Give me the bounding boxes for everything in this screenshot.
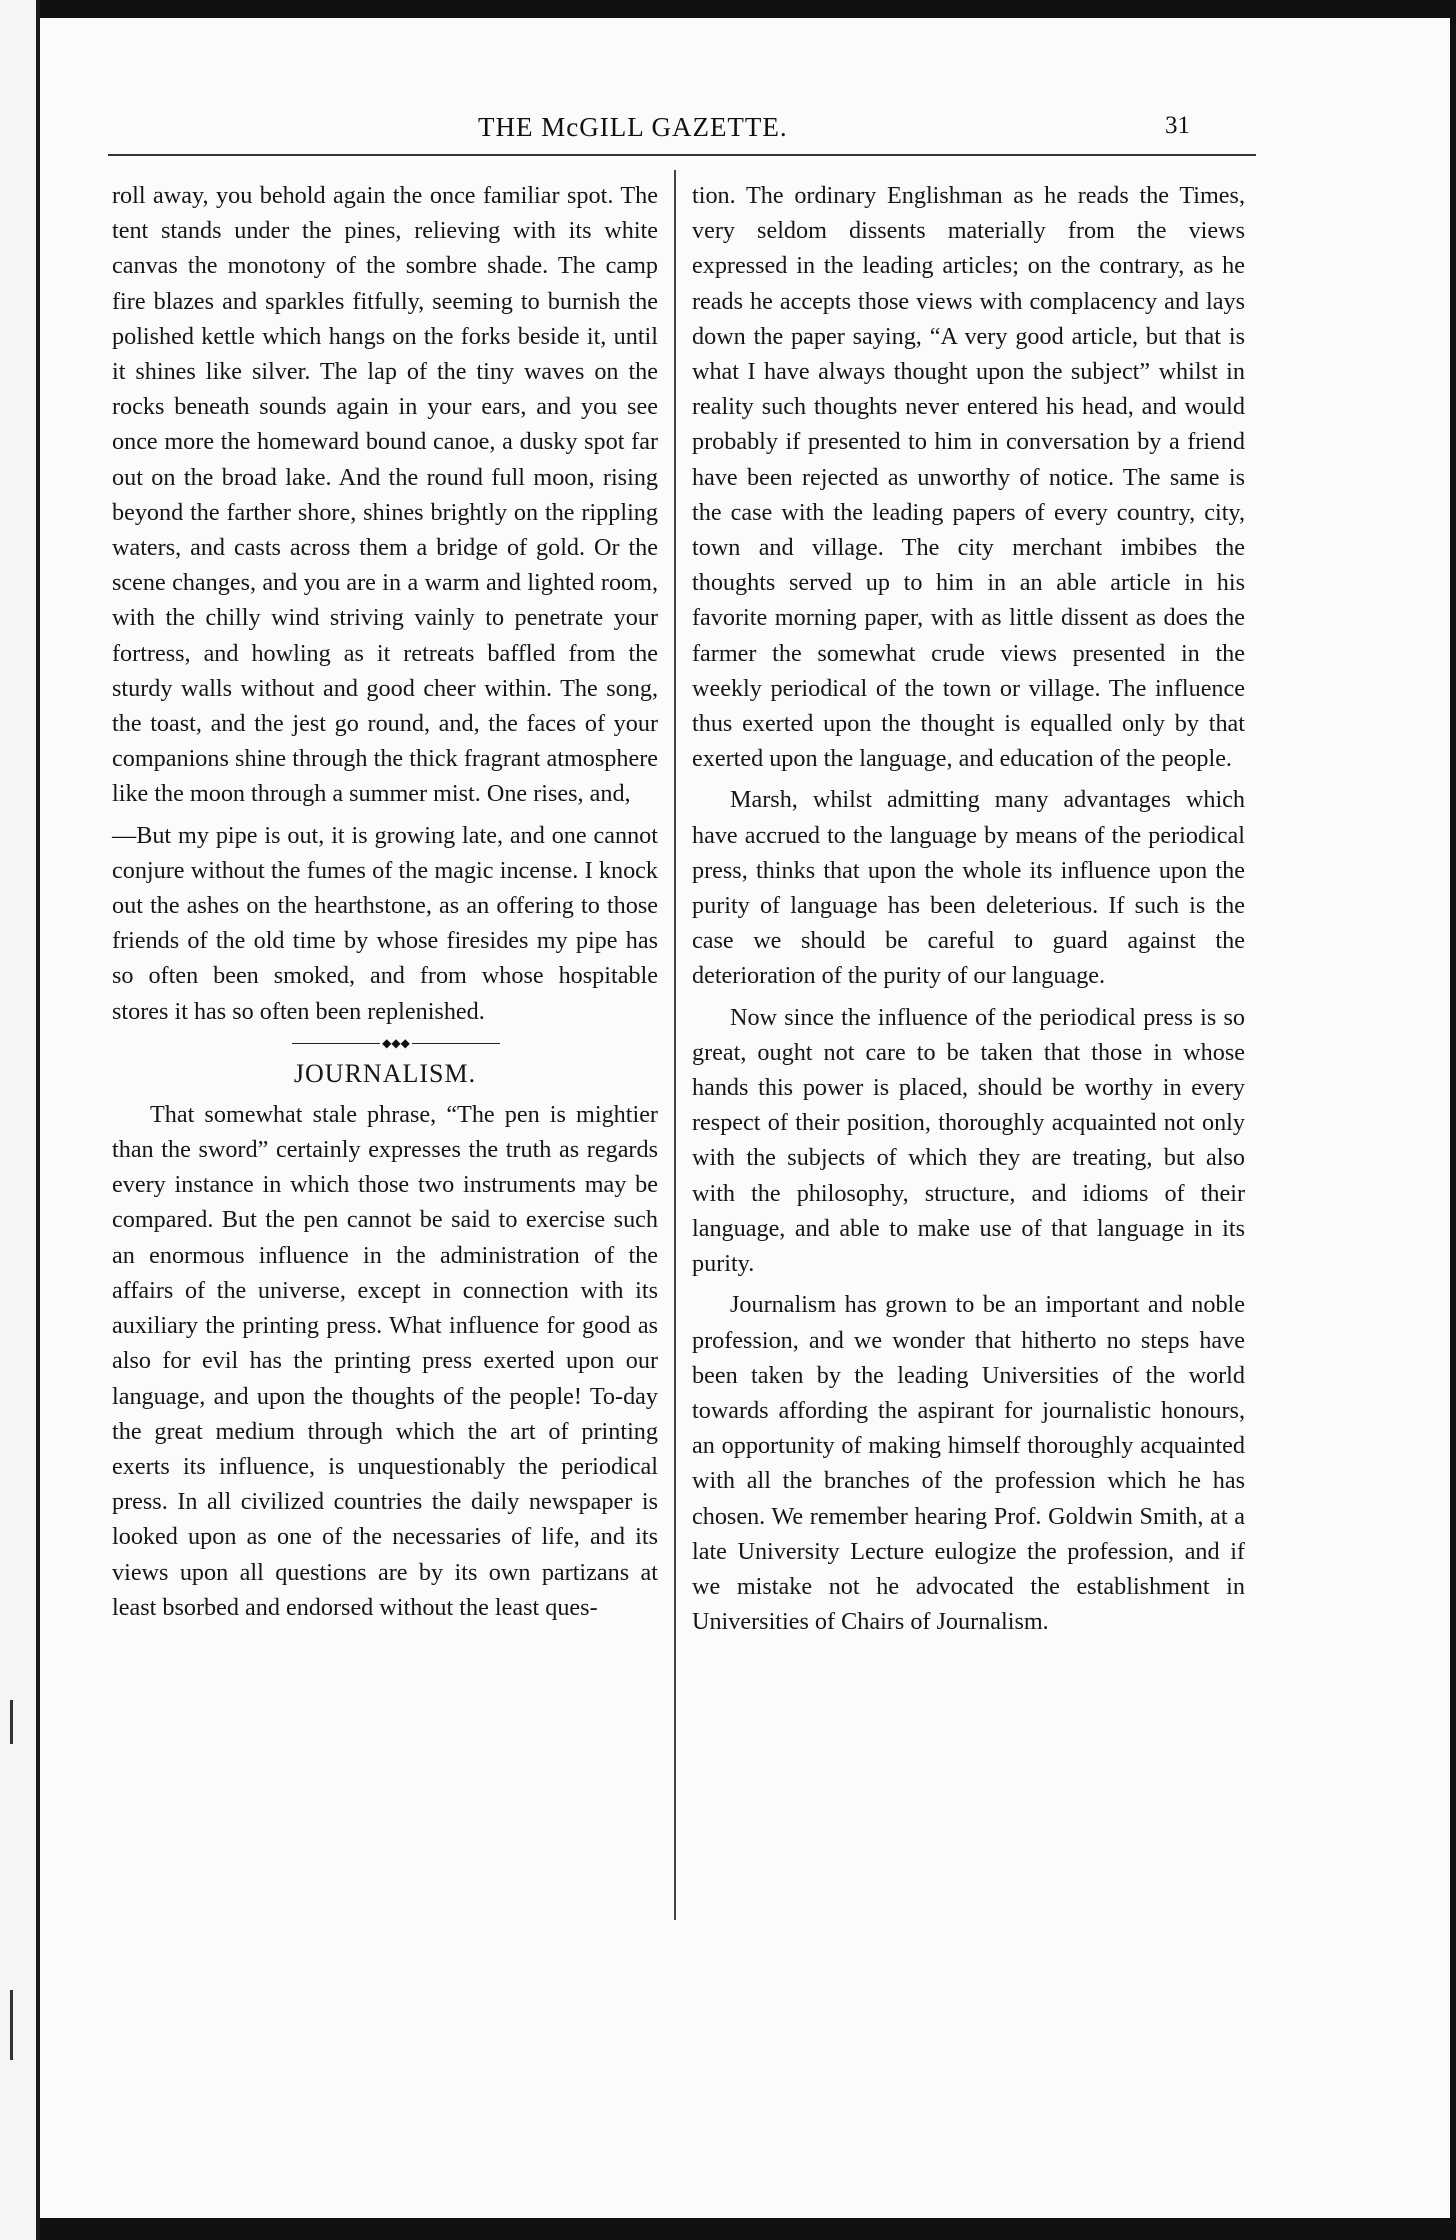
- ornament-rule: [412, 1043, 500, 1044]
- margin-mark: [10, 1990, 13, 2060]
- right-column: [692, 178, 1245, 1645]
- running-head: THE McGILL GAZETTE.: [478, 112, 788, 142]
- ornament-diamond-icon: ◆◆◆: [382, 1035, 410, 1050]
- paragraph: —But my pipe is out, it is growing late, and one cannot conjure without the fumes of the magic incense. I knock out the ashes on the hearthstone, as an offering to those friends of the old time by whose firesides my pipe has so often been smoked, and from whose hospitable stores it has so often been replenished.: [112, 821, 658, 1025]
- column-divider: [674, 170, 676, 1920]
- left-column: [112, 178, 658, 1631]
- section-ornament: [112, 1035, 658, 1051]
- paragraph: That somewhat stale phrase, “The pen is mightier than the sword” certainly expresses the truth as regards every instance in which those two instruments may be compared. But the pen cannot be said to exercise such an enormous influence in the administration of the affairs of the universe, except in connection with its auxiliary the printing press. What influence for good as also for evil has the printing press exerted upon our language, and upon the thoughts of the people! To-day the great medium through which the art of printing exerts its influence, is unquestionably the periodical press. In all civilized countries the daily newspaper is looked upon as one of the necessaries of life, and its views upon all questions are by its own partizans at least bsorbed and endorsed without the least ques-: [112, 1100, 658, 1621]
- section-title: JOURNALISM.: [293, 1058, 477, 1088]
- margin-mark: [10, 1700, 13, 1744]
- paragraph: roll away, you behold again the once familiar spot. The tent stands under the pines, relieving with its white canvas the monotony of the sombre shade. The camp fire blazes and sparkles fitfully, seeming to burnish the polished kettle which hangs on the forks beside it, until it shines like silver. The lap of the tiny waves on the rocks beneath sounds again in your ears, and you see once more the homeward bound canoe, a dusky spot far out on the broad lake. And the round full moon, rising beyond the farther shore, shines brightly on the rippling waters, and casts across them a bridge of gold. Or the scene changes, and you are in a warm and lighted room, with the chilly wind striving vainly to penetrate your fortress, and howling as it retreats baffled from the sturdy walls without and good cheer within. The song, the toast, and the jest go round, and, the faces of your companions shine through the thick fragrant atmosphere like the moon through a summer mist. One rises, and,: [112, 182, 658, 808]
- paragraph: Marsh, whilst admitting many advantages which have accrued to the language by means of the periodical press, thinks that upon the whole its influence upon the purity of language has been deleterious. If such is the case we should be careful to guard against the deterioration of the purity of our language.: [692, 786, 1245, 990]
- paragraph: Now since the influence of the periodical press is so great, ought not care to be taken that those in whose hands this power is placed, should be worthy in every respect of their position, thoroughly acquainted not only with the subjects of which they are treating, but also with the philosophy, structure, and idioms of their language, and able to make use of that language in its purity.: [692, 1003, 1245, 1278]
- paragraph: tion. The ordinary Englishman as he reads the Times, very seldom dissents materially from the views expressed in the leading articles; on the contrary, as he reads he accepts those views with complacency and lays down the paper saying, “A very good article, but that is what I have always thought upon the subject” whilst in reality such thoughts never entered his head, and would probably if presented to him in conversation by a friend have been rejected as unworthy of notice. The same is the case with the leading papers of every country, city, town and village. The city merchant imbibes the thoughts served up to him in an able article in his favorite morning paper, with as little dissent as does the farmer the somewhat crude views presented in the weekly periodical of the town or village. The influence thus exerted upon the thought is equalled only by that exerted upon the language, and education of the people.: [692, 182, 1245, 773]
- page-number: 31: [1165, 112, 1190, 139]
- page-left-edge: [0, 0, 36, 2240]
- ornament-rule: [292, 1043, 380, 1044]
- paragraph: Journalism has grown to be an important and noble profession, and we wonder that hitherto no steps have been taken by the leading Universities of the world towards affording the aspirant for journalistic honours, an opportunity of making himself thoroughly acquainted with all the branches of the profession which he has chosen. We remember hearing Prof. Goldwin Smith, at a late University Lecture eulogize the profession, and if we mistake not he advocated the establishment in Universities of Chairs of Journalism.: [692, 1291, 1245, 1636]
- header-rule: [108, 154, 1256, 156]
- page-header: [0, 112, 1456, 152]
